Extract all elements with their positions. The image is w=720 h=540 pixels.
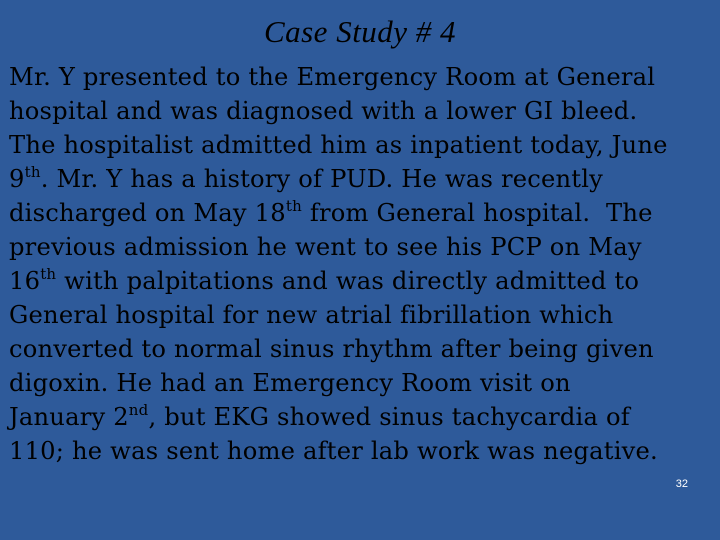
- text-line: [9, 366, 715, 400]
- ordinal-superscript: th: [24, 163, 41, 181]
- text-line: [9, 128, 715, 162]
- text-segment: digoxin. He had an Emergency Room visit on: [9, 369, 571, 397]
- text-line: [9, 94, 715, 128]
- text-segment: with palpitations and was directly admitted to: [56, 267, 640, 295]
- text-segment: discharged on May 18: [9, 199, 286, 227]
- text-segment: previous admission he went to see his PCP on May: [9, 233, 642, 261]
- text-line: [9, 60, 715, 94]
- page-number: 32: [675, 478, 688, 490]
- text-segment: , but EKG showed sinus tachycardia of: [148, 403, 630, 431]
- text-segment: The hospitalist admitted him as inpatient today, June: [9, 131, 668, 159]
- ordinal-superscript: th: [40, 265, 57, 283]
- text-segment: from General hospital. The: [301, 199, 653, 227]
- slide-title: Case Study # 4: [263, 14, 457, 49]
- text-segment: January 2: [9, 403, 129, 431]
- text-segment: Mr. Y presented to the Emergency Room at General: [9, 63, 656, 91]
- text-line: [9, 332, 715, 366]
- text-line: [9, 434, 715, 468]
- text-segment: . Mr. Y has a history of PUD. He was recently: [40, 165, 603, 193]
- text-line: [9, 298, 715, 332]
- text-segment: General hospital for new atrial fibrillation which: [9, 301, 614, 329]
- text-line: [9, 400, 715, 434]
- text-line: [9, 264, 715, 298]
- ordinal-superscript: nd: [128, 401, 149, 419]
- text-line: [9, 196, 715, 230]
- case-study-text: [9, 60, 715, 468]
- text-segment: 110; he was sent home after lab work was negative.: [9, 437, 658, 465]
- text-segment: converted to normal sinus rhythm after being given: [9, 335, 654, 363]
- text-line: [9, 230, 715, 264]
- text-segment: 16: [9, 267, 41, 295]
- text-line: [9, 162, 715, 196]
- text-segment: hospital and was diagnosed with a lower GI bleed.: [9, 97, 638, 125]
- text-segment: 9: [9, 165, 25, 193]
- ordinal-superscript: th: [285, 197, 302, 215]
